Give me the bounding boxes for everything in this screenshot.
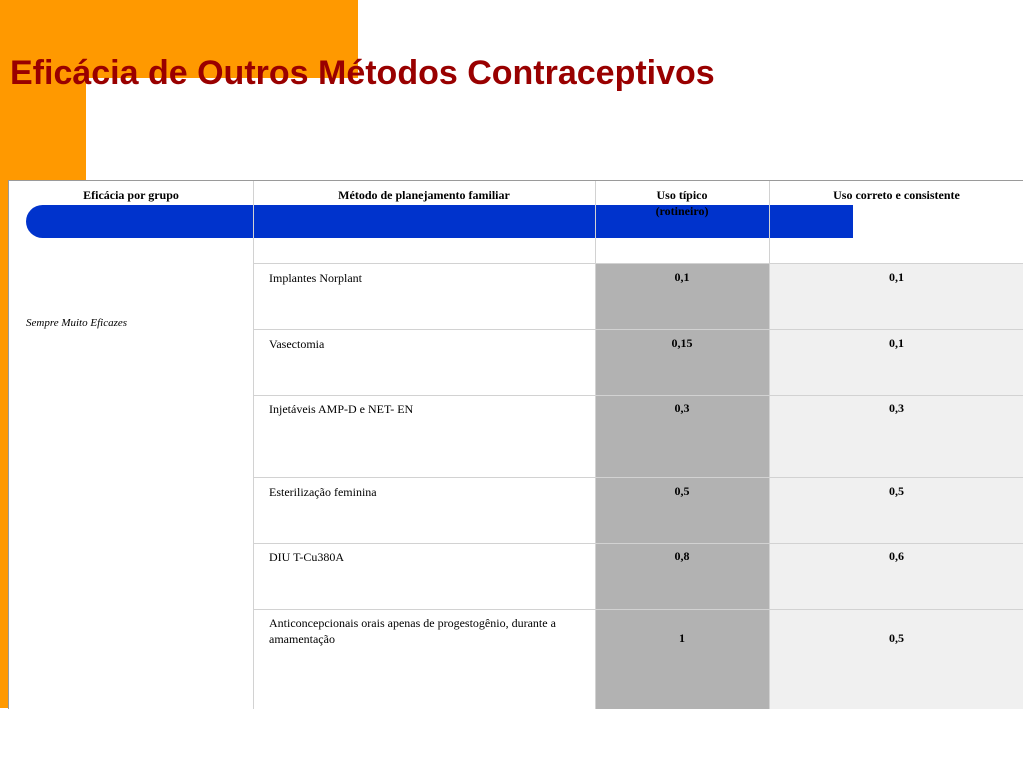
table-row-method: Esterilização feminina (269, 485, 377, 499)
header-typical-use-label: Uso típico (656, 188, 708, 202)
row-divider (253, 543, 1023, 544)
table-row-typical: 0,8 (674, 549, 690, 563)
row-divider (253, 609, 1023, 610)
table-row-correct: 0,3 (889, 401, 904, 415)
header-typical-use-sub: (rotineiro) (655, 204, 709, 218)
row-divider (253, 395, 1023, 396)
effectiveness-table (8, 180, 1023, 709)
row-divider (253, 329, 1023, 330)
table-row-method: DIU T-Cu380A (269, 550, 345, 564)
column-divider (595, 181, 596, 709)
table-row-correct: 0,1 (889, 336, 904, 350)
header-typical-use (595, 187, 769, 219)
table-row-method: Vasectomia (269, 337, 325, 351)
table-row-typical: 0,5 (674, 484, 690, 498)
column-divider (253, 181, 254, 709)
table-row-typical: 0,3 (674, 401, 690, 415)
table-row-typical: 1 (679, 631, 685, 645)
row-divider (253, 477, 1023, 478)
row-divider (253, 263, 1023, 264)
column-divider (769, 181, 770, 709)
table-row-correct: 0,6 (889, 549, 904, 563)
slide-title: Eficácia de Outros Métodos Contraceptivos (10, 54, 715, 92)
header-correct-use: Uso correto e consistente (833, 188, 960, 202)
header-group: Eficácia por grupo (83, 188, 179, 202)
table-row-method: Implantes Norplant (269, 271, 362, 285)
table-row-correct: 0,5 (889, 631, 904, 645)
table-row-typical: 0,1 (674, 270, 690, 284)
table-row-method: Anticoncepcionais orais apenas de progestogênio, durante a amamentação (269, 616, 556, 646)
group-label: Sempre Muito Eficazes (26, 317, 128, 329)
table-row-correct: 0,1 (889, 270, 904, 284)
table-row-correct: 0,5 (889, 484, 904, 498)
header-method: Método de planejamento familiar (338, 188, 510, 202)
table-row-typical: 0,15 (671, 336, 693, 350)
table-row-method: Injetáveis AMP-D e NET- EN (269, 402, 414, 416)
